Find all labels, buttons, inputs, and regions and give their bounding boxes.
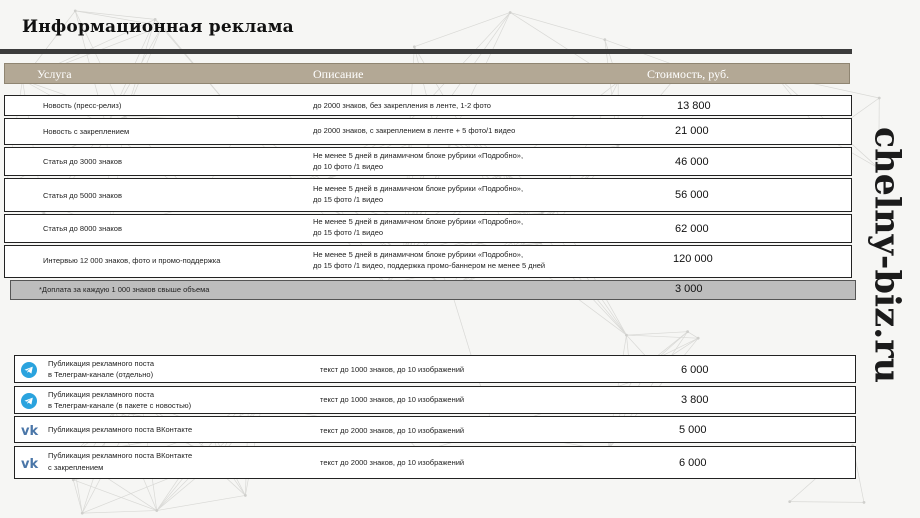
table-row	[14, 446, 856, 479]
row-price: 21 000	[675, 125, 709, 137]
table-row	[4, 245, 852, 278]
vk-icon	[21, 422, 39, 438]
row-description: текст до 2000 знаков, до 10 изображений	[320, 426, 465, 435]
row-service: Интервью 12 000 знаков, фото и промо-поддержка	[43, 256, 221, 265]
row-description: до 2000 знаков, без закрепления в ленте, 1-2 фото	[313, 101, 491, 110]
row-price: 62 000	[675, 223, 709, 235]
row-service-line2: в Телеграм-канале (в пакете с новостью)	[48, 401, 192, 410]
row-description-line1: Не менее 5 дней в динамичном блоке рубрики «Подробно»,	[313, 250, 524, 259]
table-row	[14, 416, 856, 443]
row-service: Публикация рекламного поста ВКонтакте	[48, 425, 193, 434]
header-price: Стоимость, руб.	[647, 67, 730, 81]
row-description-line1: Не менее 5 дней в динамичном блоке рубрики «Подробно»,	[313, 151, 524, 160]
row-service-line2: в Телеграм-канале (отдельно)	[48, 370, 154, 379]
telegram-icon	[21, 393, 37, 409]
table-header	[4, 63, 850, 84]
row-price: 5 000	[679, 424, 707, 436]
brand-vertical	[857, 126, 917, 384]
extra-charge-price: 3 000	[675, 283, 703, 295]
title-divider-bar	[0, 49, 852, 54]
extra-charge-label: *Доплата за каждую 1 000 знаков свыше объема	[39, 285, 210, 294]
row-price: 6 000	[679, 457, 707, 469]
row-price: 120 000	[673, 253, 713, 265]
table-row	[14, 386, 856, 414]
row-price: 3 800	[681, 394, 709, 406]
page-title: Информационная реклама	[22, 17, 294, 37]
header-description: Описание	[313, 67, 364, 81]
row-description-line2: до 15 фото /1 видео, поддержка промо-баннером не менее 5 дней	[313, 261, 546, 270]
row-service: Статья до 8000 знаков	[43, 224, 122, 233]
header-service: Услуга	[37, 67, 72, 81]
extra-charge-row	[10, 280, 856, 300]
row-description: текст до 1000 знаков, до 10 изображений	[320, 395, 465, 404]
svg-text:vk: vk	[21, 424, 39, 438]
table-row	[4, 147, 852, 176]
row-service-line2: с закреплением	[48, 463, 104, 472]
row-service-line1: Публикация рекламного поста ВКонтакте	[48, 451, 193, 460]
telegram-icon	[21, 362, 37, 378]
row-price: 6 000	[681, 364, 709, 376]
row-description: текст до 1000 знаков, до 10 изображений	[320, 365, 465, 374]
row-description-line1: Не менее 5 дней в динамичном блоке рубрики «Подробно»,	[313, 184, 524, 193]
row-description: текст до 2000 знаков, до 10 изображений	[320, 458, 465, 467]
svg-text:vk: vk	[21, 457, 39, 471]
row-service: Новость (пресс-релиз)	[43, 101, 122, 110]
brand-text: chelny-biz.ru	[866, 126, 908, 384]
row-price: 56 000	[675, 189, 709, 201]
row-service: Новость с закреплением	[43, 127, 130, 136]
table-row	[4, 214, 852, 243]
row-description: до 2000 знаков, с закреплением в ленте + 5 фото/1 видео	[313, 126, 516, 135]
row-service: Статья до 5000 знаков	[43, 191, 122, 200]
table-row	[4, 95, 852, 116]
row-service-line1: Публикация рекламного поста	[48, 359, 155, 368]
row-service: Статья до 3000 знаков	[43, 157, 122, 166]
row-service-line1: Публикация рекламного поста	[48, 390, 155, 399]
table-row	[14, 355, 856, 383]
row-price: 46 000	[675, 156, 709, 168]
row-description-line2: до 10 фото /1 видео	[313, 162, 384, 171]
row-description-line1: Не менее 5 дней в динамичном блоке рубрики «Подробно»,	[313, 217, 524, 226]
row-price: 13 800	[677, 100, 711, 112]
row-description-line2: до 15 фото /1 видео	[313, 195, 384, 204]
vk-icon	[21, 455, 39, 471]
row-description-line2: до 15 фото /1 видео	[313, 228, 384, 237]
table-row	[4, 118, 852, 145]
table-row	[4, 178, 852, 212]
